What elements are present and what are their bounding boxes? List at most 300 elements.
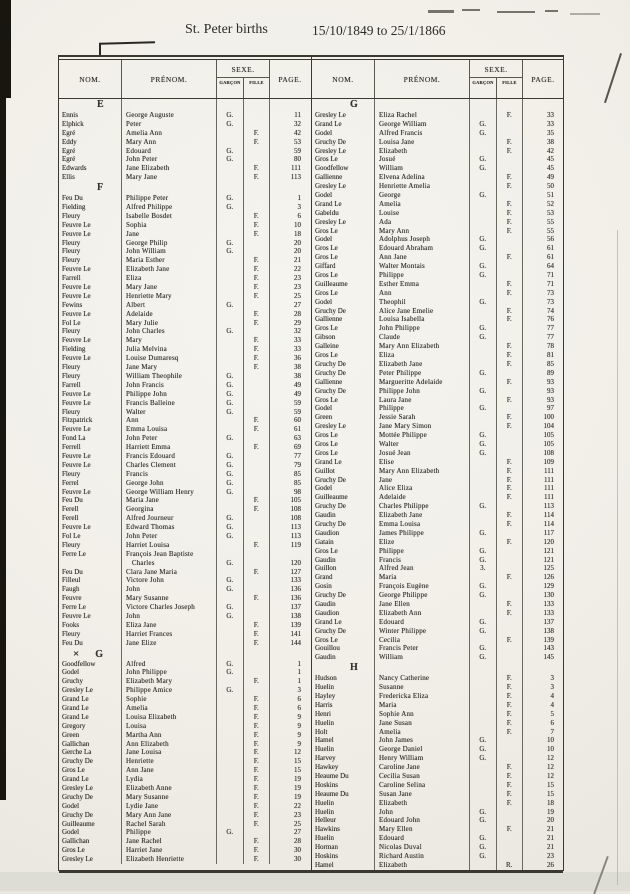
table-row bbox=[312, 636, 563, 645]
cell-garcon: G. bbox=[469, 271, 496, 280]
cell-prenom: Cecilia Susan bbox=[374, 772, 469, 781]
table-row bbox=[59, 194, 311, 203]
table-row bbox=[59, 828, 311, 837]
cell-page: 145 bbox=[522, 653, 563, 662]
cell-nom: Farrell bbox=[62, 274, 81, 283]
cell-prenom: Mary Ann Jane bbox=[121, 811, 216, 820]
cell-prenom: George Auguste bbox=[121, 111, 216, 120]
cell-fille bbox=[243, 155, 270, 164]
cell-nom: Guilleaume bbox=[62, 819, 95, 828]
cell-fille bbox=[496, 333, 523, 342]
table-row bbox=[59, 496, 311, 505]
cell-garcon bbox=[469, 511, 496, 520]
cell-nom: Ferrel bbox=[62, 478, 79, 487]
cell-prenom: Philippe Amice bbox=[121, 686, 216, 695]
cell-nom: Gros Le bbox=[315, 351, 338, 360]
cell-garcon bbox=[216, 630, 243, 639]
cell-page: 85 bbox=[269, 479, 310, 488]
cell-nom: Huelin bbox=[315, 683, 335, 692]
cell-prenom: Harriet Jane bbox=[121, 846, 216, 855]
table-row bbox=[312, 736, 563, 745]
cell-page: 38 bbox=[522, 138, 563, 147]
cell-prenom: Albert bbox=[121, 301, 216, 310]
cell-garcon bbox=[216, 354, 243, 363]
table-row bbox=[59, 452, 311, 461]
cell-page: 9 bbox=[269, 740, 310, 749]
cell-page: 113 bbox=[269, 173, 310, 182]
cell-fille: F. bbox=[243, 505, 270, 514]
table-row bbox=[59, 327, 311, 336]
cell-nom: Huelin bbox=[315, 718, 335, 727]
cell-garcon bbox=[469, 683, 496, 692]
cell-page: 93 bbox=[522, 378, 563, 387]
cell-nom: Gros Le bbox=[315, 324, 338, 333]
cell-fille: F. bbox=[496, 467, 523, 476]
cell-nom: Gruchy De bbox=[62, 810, 93, 819]
cell-prenom: John Peter bbox=[121, 155, 216, 164]
cell-nom: Guilleaume bbox=[315, 279, 348, 288]
cell-prenom: Edouard bbox=[121, 147, 216, 156]
cell-nom: Farrell bbox=[62, 380, 81, 389]
cell-prenom: Francis bbox=[374, 556, 469, 565]
table-row bbox=[312, 653, 563, 662]
cell-fille bbox=[243, 585, 270, 594]
table-row bbox=[59, 837, 311, 846]
table-row bbox=[59, 713, 311, 722]
cell-garcon: G. bbox=[216, 470, 243, 479]
cell-prenom: Jane Elizabeth bbox=[121, 164, 216, 173]
cell-nom: Gruchy De bbox=[315, 502, 346, 511]
sexe-subheaders bbox=[470, 77, 522, 98]
table-row bbox=[312, 799, 563, 808]
cell-garcon bbox=[216, 695, 243, 704]
cell-fille bbox=[496, 662, 523, 674]
cell-fille: F. bbox=[243, 354, 270, 363]
cell-prenom: Elizabeth Jane bbox=[374, 511, 469, 520]
table-row bbox=[312, 289, 563, 298]
section-letter-text: H bbox=[350, 662, 360, 674]
table-row bbox=[312, 618, 563, 627]
cell-nom: Gros Le bbox=[62, 766, 85, 775]
cell-nom: Feu Du bbox=[62, 638, 83, 647]
cell-garcon bbox=[216, 173, 243, 182]
cell-prenom: Nicolas Duval bbox=[374, 843, 469, 852]
cell-fille bbox=[496, 129, 523, 138]
cell-page: 45 bbox=[522, 164, 563, 173]
cell-nom: Gros Le bbox=[315, 155, 338, 164]
cell-nom: Feuvre Le bbox=[62, 291, 91, 300]
cell-page bbox=[522, 99, 563, 111]
cell-nom: Fleury bbox=[62, 363, 81, 372]
cell-garcon: G. bbox=[216, 479, 243, 488]
cell-fille: F. bbox=[243, 363, 270, 372]
cell-prenom: Elvena Adelina bbox=[374, 173, 469, 182]
table-row bbox=[312, 333, 563, 342]
cell-page: 133 bbox=[269, 576, 310, 585]
cell-page: 108 bbox=[522, 449, 563, 458]
cell-garcon bbox=[216, 550, 243, 559]
cell-prenom: Ada bbox=[374, 218, 469, 227]
cell-fille bbox=[496, 120, 523, 129]
cell-page: 23 bbox=[522, 852, 563, 861]
cell-garcon bbox=[216, 345, 243, 354]
cell-nom: Grand Le bbox=[62, 695, 89, 704]
cell-fille: F. bbox=[496, 182, 523, 191]
cell-page: 20 bbox=[269, 239, 310, 248]
cell-fille: F. bbox=[243, 292, 270, 301]
cell-fille bbox=[496, 191, 523, 200]
cell-fille: F. bbox=[496, 147, 523, 156]
cell-prenom: Philippe John bbox=[374, 387, 469, 396]
cell-garcon bbox=[216, 99, 243, 111]
cell-prenom: Mary bbox=[121, 336, 216, 345]
cell-prenom: Jane bbox=[121, 230, 216, 239]
cell-garcon: G. bbox=[216, 686, 243, 695]
cell-nom: Feuvre Le bbox=[62, 354, 91, 363]
section-letter bbox=[312, 99, 374, 111]
cell-fille bbox=[496, 244, 523, 253]
cell-garcon: G. bbox=[469, 547, 496, 556]
cell-page: 105 bbox=[522, 431, 563, 440]
cell-garcon bbox=[216, 310, 243, 319]
cell-fille bbox=[496, 262, 523, 271]
cell-prenom: Caroline Selina bbox=[374, 781, 469, 790]
cell-garcon: G. bbox=[469, 333, 496, 342]
cell-page: 3 bbox=[269, 203, 310, 212]
cell-prenom: Laura Jane bbox=[374, 396, 469, 405]
table-row bbox=[312, 763, 563, 772]
cell-garcon bbox=[216, 639, 243, 648]
table-row bbox=[59, 748, 311, 757]
cell-page: 3 bbox=[522, 674, 563, 683]
cell-fille bbox=[496, 644, 523, 653]
cell-fille: F. bbox=[496, 636, 523, 645]
cell-prenom: Amelia bbox=[374, 200, 469, 209]
cell-page: 111 bbox=[522, 484, 563, 493]
cell-prenom: Amelia bbox=[121, 704, 216, 713]
cell-prenom: Nancy Catherine bbox=[374, 674, 469, 683]
cell-prenom: Louisa Elizabeth bbox=[121, 713, 216, 722]
cell-garcon bbox=[469, 315, 496, 324]
cell-fille bbox=[243, 381, 270, 390]
cell-prenom bbox=[374, 662, 469, 674]
cell-fille: F. bbox=[243, 164, 270, 173]
cell-nom: Grand Le bbox=[62, 712, 89, 721]
cell-page: 6 bbox=[522, 719, 563, 728]
scan-edge-left bbox=[0, 0, 6, 800]
cell-prenom: Henry William bbox=[374, 754, 469, 763]
cell-page: 114 bbox=[522, 520, 563, 529]
cell-prenom: Adolphus Joseph bbox=[374, 235, 469, 244]
cell-prenom bbox=[374, 99, 469, 111]
table-row bbox=[59, 399, 311, 408]
cell-fille: F. bbox=[243, 713, 270, 722]
cell-nom: Huelin bbox=[315, 745, 335, 754]
cell-page: 77 bbox=[522, 324, 563, 333]
cell-fille: F. bbox=[496, 396, 523, 405]
cell-fille: F. bbox=[243, 731, 270, 740]
cell-garcon: G. bbox=[469, 324, 496, 333]
cell-prenom: Mary Julie bbox=[121, 319, 216, 328]
table-row bbox=[312, 155, 563, 164]
section-header-row bbox=[312, 99, 563, 111]
cell-fille: F. bbox=[243, 416, 270, 425]
cell-prenom: Mary Susanne bbox=[121, 594, 216, 603]
table-row bbox=[312, 378, 563, 387]
cell-page: 9 bbox=[269, 722, 310, 731]
cell-fille bbox=[243, 390, 270, 399]
table-row bbox=[312, 825, 563, 834]
cell-prenom: Alfred Journeur bbox=[121, 514, 216, 523]
cell-nom bbox=[59, 559, 121, 568]
table-row bbox=[312, 307, 563, 316]
cell-fille bbox=[243, 612, 270, 621]
cell-fille bbox=[243, 247, 270, 256]
table-row bbox=[59, 757, 311, 766]
cell-prenom: Mary Ann Elizabeth bbox=[374, 342, 469, 351]
table-row bbox=[312, 422, 563, 431]
cell-page: 1 bbox=[269, 668, 310, 677]
page-title: St. Peter births bbox=[185, 22, 268, 37]
cell-garcon bbox=[216, 443, 243, 452]
cell-page bbox=[522, 662, 563, 674]
cell-nom: Henri bbox=[315, 709, 331, 718]
cell-nom: Fewins bbox=[62, 300, 83, 309]
cell-page: 1 bbox=[269, 677, 310, 686]
cell-garcon bbox=[216, 748, 243, 757]
cell-garcon bbox=[469, 342, 496, 351]
table-row bbox=[59, 265, 311, 274]
cell-prenom: Philippe bbox=[374, 547, 469, 556]
cell-fille: F. bbox=[243, 221, 270, 230]
table-row bbox=[59, 775, 311, 784]
cell-garcon: G. bbox=[216, 147, 243, 156]
cell-page: 42 bbox=[522, 147, 563, 156]
cell-fille: F. bbox=[496, 763, 523, 772]
document-title-row bbox=[0, 22, 630, 44]
cell-garcon bbox=[469, 861, 496, 870]
cell-garcon bbox=[216, 182, 243, 194]
table-row bbox=[312, 781, 563, 790]
cell-prenom: Louisa Jane bbox=[374, 138, 469, 147]
cell-fille: F. bbox=[496, 520, 523, 529]
cell-garcon bbox=[469, 493, 496, 502]
cell-prenom: Josué Jean bbox=[374, 449, 469, 458]
cell-nom: Gresley Le bbox=[62, 855, 93, 864]
cell-page: 15 bbox=[269, 757, 310, 766]
cell-prenom: Amelia Ann bbox=[121, 129, 216, 138]
cell-nom: Gruchy De bbox=[315, 306, 346, 315]
table-row bbox=[59, 301, 311, 310]
cell-nom: Goodfellow bbox=[315, 164, 349, 173]
cell-nom: Edwards bbox=[62, 164, 87, 173]
cell-prenom: Elizabeth Henriette bbox=[121, 855, 216, 864]
cell-prenom: Elizabeth Anne bbox=[121, 784, 216, 793]
cell-page: 53 bbox=[522, 209, 563, 218]
table-row bbox=[59, 256, 311, 265]
cell-fille: F. bbox=[496, 484, 523, 493]
cell-nom: Gaudin bbox=[315, 599, 336, 608]
cell-page: 120 bbox=[269, 559, 310, 568]
cell-nom: Fol Le bbox=[62, 318, 81, 327]
cell-nom: Godel bbox=[315, 404, 333, 413]
table-row bbox=[59, 660, 311, 669]
cell-page: 85 bbox=[269, 470, 310, 479]
cell-page: 30 bbox=[269, 855, 310, 864]
cell-garcon: G. bbox=[216, 603, 243, 612]
cell-fille bbox=[243, 576, 270, 585]
cell-prenom: Eliza bbox=[121, 274, 216, 283]
cell-prenom: Walter bbox=[374, 440, 469, 449]
table-row bbox=[312, 280, 563, 289]
cell-nom: Huelin bbox=[315, 834, 335, 843]
cell-nom: Gallienne bbox=[315, 173, 343, 182]
cell-nom: Gallienne bbox=[315, 377, 343, 386]
cell-nom: Harvey bbox=[315, 754, 336, 763]
table-row bbox=[312, 120, 563, 129]
table-row bbox=[312, 701, 563, 710]
cell-page: 89 bbox=[522, 369, 563, 378]
cell-page: 42 bbox=[269, 129, 310, 138]
cell-fille: F. bbox=[496, 710, 523, 719]
cell-garcon bbox=[469, 799, 496, 808]
cell-nom: Gresley Le bbox=[62, 784, 93, 793]
cell-nom: Gerche La bbox=[62, 748, 92, 757]
table-row bbox=[312, 476, 563, 485]
cell-nom: Feu Du bbox=[62, 567, 83, 576]
cell-prenom: Mary Ann bbox=[121, 138, 216, 147]
cell-fille: F. bbox=[496, 342, 523, 351]
cell-prenom: William Theophile bbox=[121, 372, 216, 381]
cell-page: 18 bbox=[269, 230, 310, 239]
cell-garcon: G. bbox=[216, 461, 243, 470]
cell-fille: F. bbox=[243, 425, 270, 434]
cell-garcon bbox=[216, 319, 243, 328]
cell-page: 138 bbox=[522, 627, 563, 636]
handwritten-x-mark: × bbox=[73, 647, 82, 660]
cell-prenom: James Philippe bbox=[374, 529, 469, 538]
cell-fille bbox=[496, 745, 523, 754]
cell-page: 9 bbox=[269, 713, 310, 722]
cell-garcon bbox=[216, 846, 243, 855]
cell-fille bbox=[496, 618, 523, 627]
table-row bbox=[312, 387, 563, 396]
cell-nom: Feuvre Le bbox=[62, 523, 91, 532]
table-row bbox=[59, 381, 311, 390]
cell-nom: Godel bbox=[62, 828, 80, 837]
table-row bbox=[312, 164, 563, 173]
cell-nom: Gresley Le bbox=[315, 182, 346, 191]
table-row bbox=[59, 443, 311, 452]
cell-nom: Gresley Le bbox=[315, 111, 346, 119]
cell-garcon: G. bbox=[216, 559, 243, 568]
cell-page: 26 bbox=[522, 861, 563, 870]
cell-garcon bbox=[216, 594, 243, 603]
cell-fille bbox=[243, 434, 270, 443]
cell-page: 3 bbox=[522, 683, 563, 692]
cell-prenom: Mary Susanne bbox=[121, 793, 216, 802]
cell-garcon: G. bbox=[216, 111, 243, 120]
cell-nom: Gruchy De bbox=[315, 386, 346, 395]
cell-fille: F. bbox=[496, 351, 523, 360]
cell-garcon: G. bbox=[469, 191, 496, 200]
table-row bbox=[312, 262, 563, 271]
cell-nom: Gros Le bbox=[315, 226, 338, 235]
cell-garcon bbox=[216, 621, 243, 630]
cell-fille: F. bbox=[243, 129, 270, 138]
cell-page: 136 bbox=[269, 594, 310, 603]
date-range: 15/10/1849 to 25/1/1866 bbox=[312, 23, 446, 38]
table-row bbox=[59, 470, 311, 479]
cell-fille: F. bbox=[496, 209, 523, 218]
cell-page: 5 bbox=[522, 710, 563, 719]
cell-garcon: G. bbox=[469, 745, 496, 754]
section-letter bbox=[312, 662, 374, 674]
cell-fille bbox=[243, 301, 270, 310]
table-row bbox=[312, 683, 563, 692]
cell-nom: Hoskins bbox=[315, 852, 338, 861]
table-row bbox=[59, 722, 311, 731]
cell-garcon bbox=[469, 701, 496, 710]
cell-page: 29 bbox=[269, 319, 310, 328]
cell-garcon bbox=[469, 289, 496, 298]
cell-nom: Guillon bbox=[315, 564, 337, 573]
cell-page: 28 bbox=[269, 837, 310, 846]
table-row bbox=[59, 173, 311, 182]
cell-page: 51 bbox=[522, 191, 563, 200]
table-row bbox=[312, 404, 563, 413]
cell-fille bbox=[243, 470, 270, 479]
cell-page: 10 bbox=[269, 221, 310, 230]
table-row bbox=[312, 458, 563, 467]
table-row bbox=[312, 547, 563, 556]
cell-nom: Godel bbox=[62, 668, 80, 677]
cell-garcon bbox=[469, 227, 496, 236]
cell-page: 76 bbox=[522, 315, 563, 324]
table-row bbox=[59, 425, 311, 434]
cell-page: 71 bbox=[522, 271, 563, 280]
cell-nom: Feu Du bbox=[62, 496, 83, 505]
cell-page: 12 bbox=[522, 763, 563, 772]
register-left-half bbox=[58, 57, 311, 870]
cell-prenom: Alice Eliza bbox=[374, 484, 469, 493]
table-row bbox=[59, 354, 311, 363]
table-row bbox=[312, 728, 563, 737]
cell-fille: F. bbox=[496, 360, 523, 369]
cell-fille bbox=[496, 627, 523, 636]
cell-page: 144 bbox=[269, 639, 310, 648]
cell-fille: F. bbox=[496, 476, 523, 485]
cell-nom: Giffard bbox=[315, 262, 336, 271]
cell-prenom: Georgina bbox=[121, 505, 216, 514]
cell-fille bbox=[243, 559, 270, 568]
cell-garcon bbox=[469, 662, 496, 674]
cell-page: 137 bbox=[522, 618, 563, 627]
cell-page: 59 bbox=[269, 399, 310, 408]
cell-prenom: Susanne bbox=[374, 683, 469, 692]
cell-prenom: William bbox=[374, 653, 469, 662]
cell-page: 64 bbox=[522, 262, 563, 271]
cell-garcon: G. bbox=[469, 120, 496, 129]
cell-garcon: G. bbox=[469, 449, 496, 458]
cell-page: 100 bbox=[522, 413, 563, 422]
column-header-prenom: PRÉNOM. bbox=[121, 60, 216, 98]
cell-page: 49 bbox=[522, 173, 563, 182]
cell-fille bbox=[496, 556, 523, 565]
cell-nom: Fleury bbox=[62, 247, 81, 256]
cell-fille bbox=[243, 668, 270, 677]
cell-nom: Godel bbox=[62, 801, 80, 810]
